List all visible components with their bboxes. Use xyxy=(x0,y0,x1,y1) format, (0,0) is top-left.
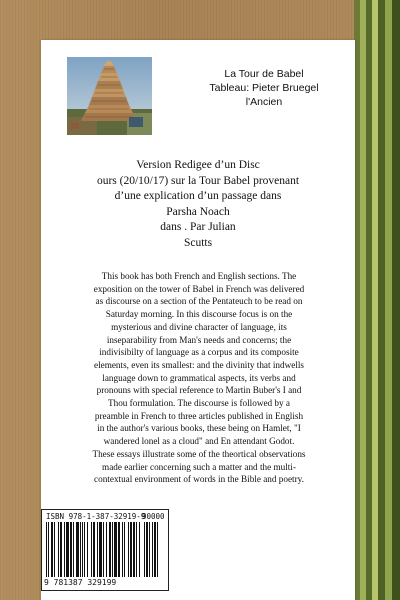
price-code: 90000 xyxy=(142,512,165,521)
description-line: made earlier concerning such a matter and the multi- xyxy=(102,461,296,472)
caption-painter: Tableau: Pieter Bruegel xyxy=(209,82,319,94)
version-line: dans . Par Julian xyxy=(160,221,236,233)
description-line: mysterious and divine character of language, its xyxy=(111,321,287,332)
barcode-addon-bars xyxy=(144,522,164,577)
version-line: Scutts xyxy=(183,236,213,249)
description-line: These essays illustrate some of the theortical observations xyxy=(92,448,306,459)
isbn-barcode xyxy=(41,509,169,591)
description-line: language down to grammatical aspects, its verbs and xyxy=(102,372,296,383)
description-line: elements, even its smallest: and the divinity that indwells xyxy=(94,359,304,370)
description-line: preamble in French to three articles published in English xyxy=(94,410,304,421)
description-line: This book has both French and English sections. The xyxy=(101,271,297,281)
description-line: indivisibilty of language as a corpus and its composite xyxy=(99,347,299,358)
description-line: wandered lonel as a cloud" and En attendant Godot. xyxy=(103,436,295,447)
version-line: d’une explication d’un passage dans xyxy=(114,190,282,202)
tower-of-babel-painting xyxy=(67,57,152,135)
isbn-number: ISBN 978-1-387-32919-9 xyxy=(46,512,146,521)
version-line: ours (20/10/17) sur la Tour Babel provenant xyxy=(96,174,300,187)
description-line: contextual environment of words in the Bible and poetry. xyxy=(94,474,304,485)
description-line: Saturday morning. In this discourse focus is on the xyxy=(105,309,293,320)
decorative-stripes xyxy=(354,0,400,600)
caption-title: La Tour de Babel xyxy=(224,68,304,80)
description-line: Thou formulation. The discourse is followed by a xyxy=(107,398,290,409)
barcode-digits: 9 781387 329199 xyxy=(44,578,117,587)
version-line: Version Redigee d’un Disc xyxy=(136,159,260,171)
description-line: inseparability from Man's needs and concerns; the xyxy=(106,334,292,345)
version-heading xyxy=(61,158,335,251)
version-line: Parsha Noach xyxy=(166,205,230,218)
description-line: exposition on the tower of Babel in French was delivered xyxy=(93,283,305,294)
description-line: pronouns with special reference to Martin Buber's I and xyxy=(96,385,302,396)
painting-caption xyxy=(189,67,339,109)
caption-painter-suffix: l'Ancien xyxy=(245,96,283,108)
back-cover xyxy=(41,40,355,600)
description-line: in the author's various books, these being on Hamlet, "I xyxy=(97,423,301,434)
description-line: as discourse on a section of the Pentateuch to be read on xyxy=(95,296,303,307)
barcode-bars xyxy=(46,522,140,577)
book-description xyxy=(62,270,336,486)
